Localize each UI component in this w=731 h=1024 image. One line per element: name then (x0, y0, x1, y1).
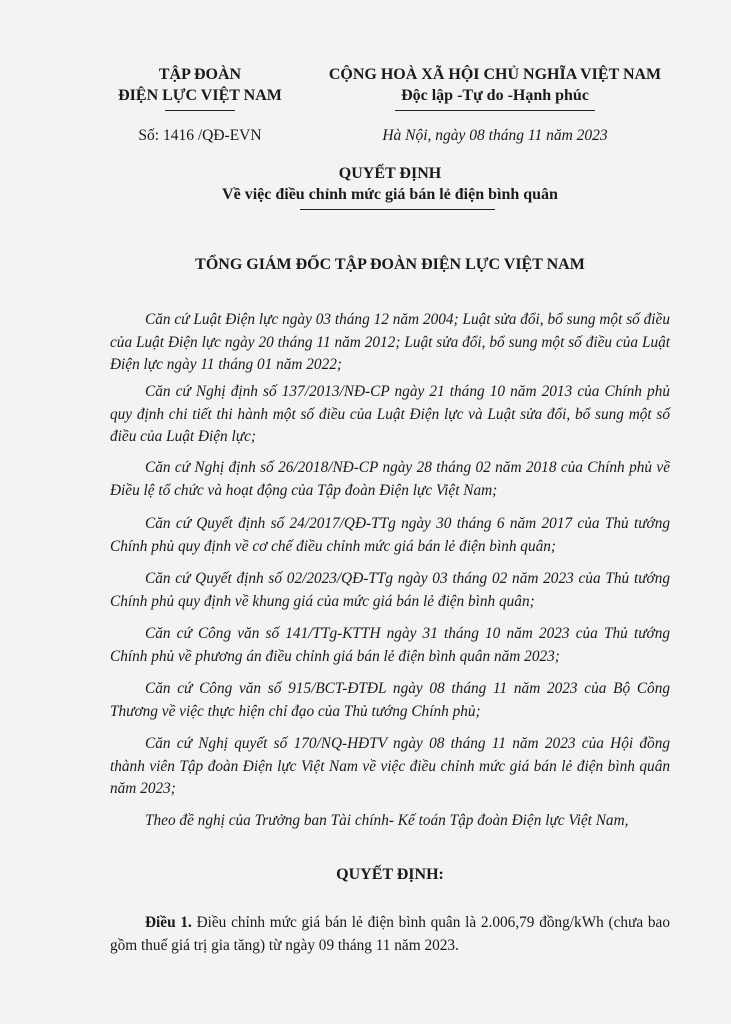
preamble-paragraph: Căn cứ Quyết định số 02/2023/QĐ-TTg ngày 03 tháng 02 năm 2023 của Thủ tướng Chính phủ quy định về khung giá của mức giá bán lẻ điện bình quân; (110, 570, 670, 610)
article-1-text: Điều chỉnh mức giá bán lẻ điện bình quân là 2.006,79 đồng/kWh (chưa bao gồm thuế giá trị gia tăng) từ ngày 09 tháng 11 năm 2023. (110, 914, 670, 954)
preamble-paragraph: Theo đề nghị của Trưởng ban Tài chính- Kế toán Tập đoàn Điện lực Việt Nam, (145, 812, 629, 829)
preamble-paragraph: Căn cứ Nghị quyết số 170/NQ-HĐTV ngày 08 tháng 11 năm 2023 của Hội đồng thành viên Tập đoàn Điện lực Việt Nam về việc điều chỉnh mức giá bán lẻ điện bình quân năm 2023; (110, 735, 670, 797)
place-date: Hà Nội, ngày 08 tháng 11 năm 2023 (382, 127, 608, 144)
nation-name: CỘNG HOÀ XÃ HỘI CHỦ NGHĨA VIỆT NAM (328, 66, 662, 83)
nation-motto: Độc lập -Tự do -Hạnh phúc (401, 87, 589, 104)
document-number: Số: 1416 /QĐ-EVN (138, 127, 262, 144)
issuing-authority: TỔNG GIÁM ĐỐC TẬP ĐOÀN ĐIỆN LỰC VIỆT NAM (195, 256, 585, 273)
org-name-line1: TẬP ĐOÀN (158, 66, 242, 83)
preamble-paragraph: Căn cứ Nghị định số 26/2018/NĐ-CP ngày 28 tháng 02 năm 2018 của Chính phủ về Điều lệ tổ chức và hoạt động của Tập đoàn Điện lực Việt Nam; (110, 459, 670, 499)
article-1-label: Điều 1. (145, 914, 192, 931)
motto-underline (395, 110, 595, 111)
preamble-paragraph: Căn cứ Nghị định số 137/2013/NĐ-CP ngày 21 tháng 10 năm 2013 của Chính phủ quy định chi tiết thi hành một số điều của Luật Điện lực và Luật sửa đổi, bổ sung một số điều của Luật Điện lực; (110, 383, 670, 445)
org-name-line2: ĐIỆN LỰC VIỆT NAM (118, 87, 282, 104)
preamble-paragraph: Căn cứ Quyết định số 24/2017/QĐ-TTg ngày 30 tháng 6 năm 2017 của Thủ tướng Chính phủ quy định về cơ chế điều chỉnh mức giá bán lẻ điện bình quân; (110, 515, 670, 555)
preamble-paragraph: Căn cứ Luật Điện lực ngày 03 tháng 12 năm 2004; Luật sửa đổi, bổ sung một số điều của Luật Điện lực ngày 20 tháng 11 năm 2012; Luật sửa đổi, bổ sung một số điều của Luật Điện lực ngày 11 tháng 01 năm 2022; (110, 311, 670, 373)
preamble-paragraph: Căn cứ Công văn số 141/TTg-KTTH ngày 31 tháng 10 năm 2023 của Thủ tướng Chính phủ về phương án điều chỉnh giá bán lẻ điện bình quân năm 2023; (110, 625, 670, 665)
preamble-paragraph: Căn cứ Công văn số 915/BCT-ĐTĐL ngày 08 tháng 11 năm 2023 của Bộ Công Thương về việc thực hiện chỉ đạo của Thủ tướng Chính phủ; (110, 680, 670, 720)
decision-heading: QUYẾT ĐỊNH: (336, 866, 444, 883)
document-subject: Về việc điều chỉnh mức giá bán lẻ điện bình quân (222, 186, 558, 203)
article-1 (110, 912, 670, 957)
org-underline (165, 110, 235, 111)
document-title: QUYẾT ĐỊNH (338, 165, 442, 182)
title-underline (300, 209, 495, 210)
